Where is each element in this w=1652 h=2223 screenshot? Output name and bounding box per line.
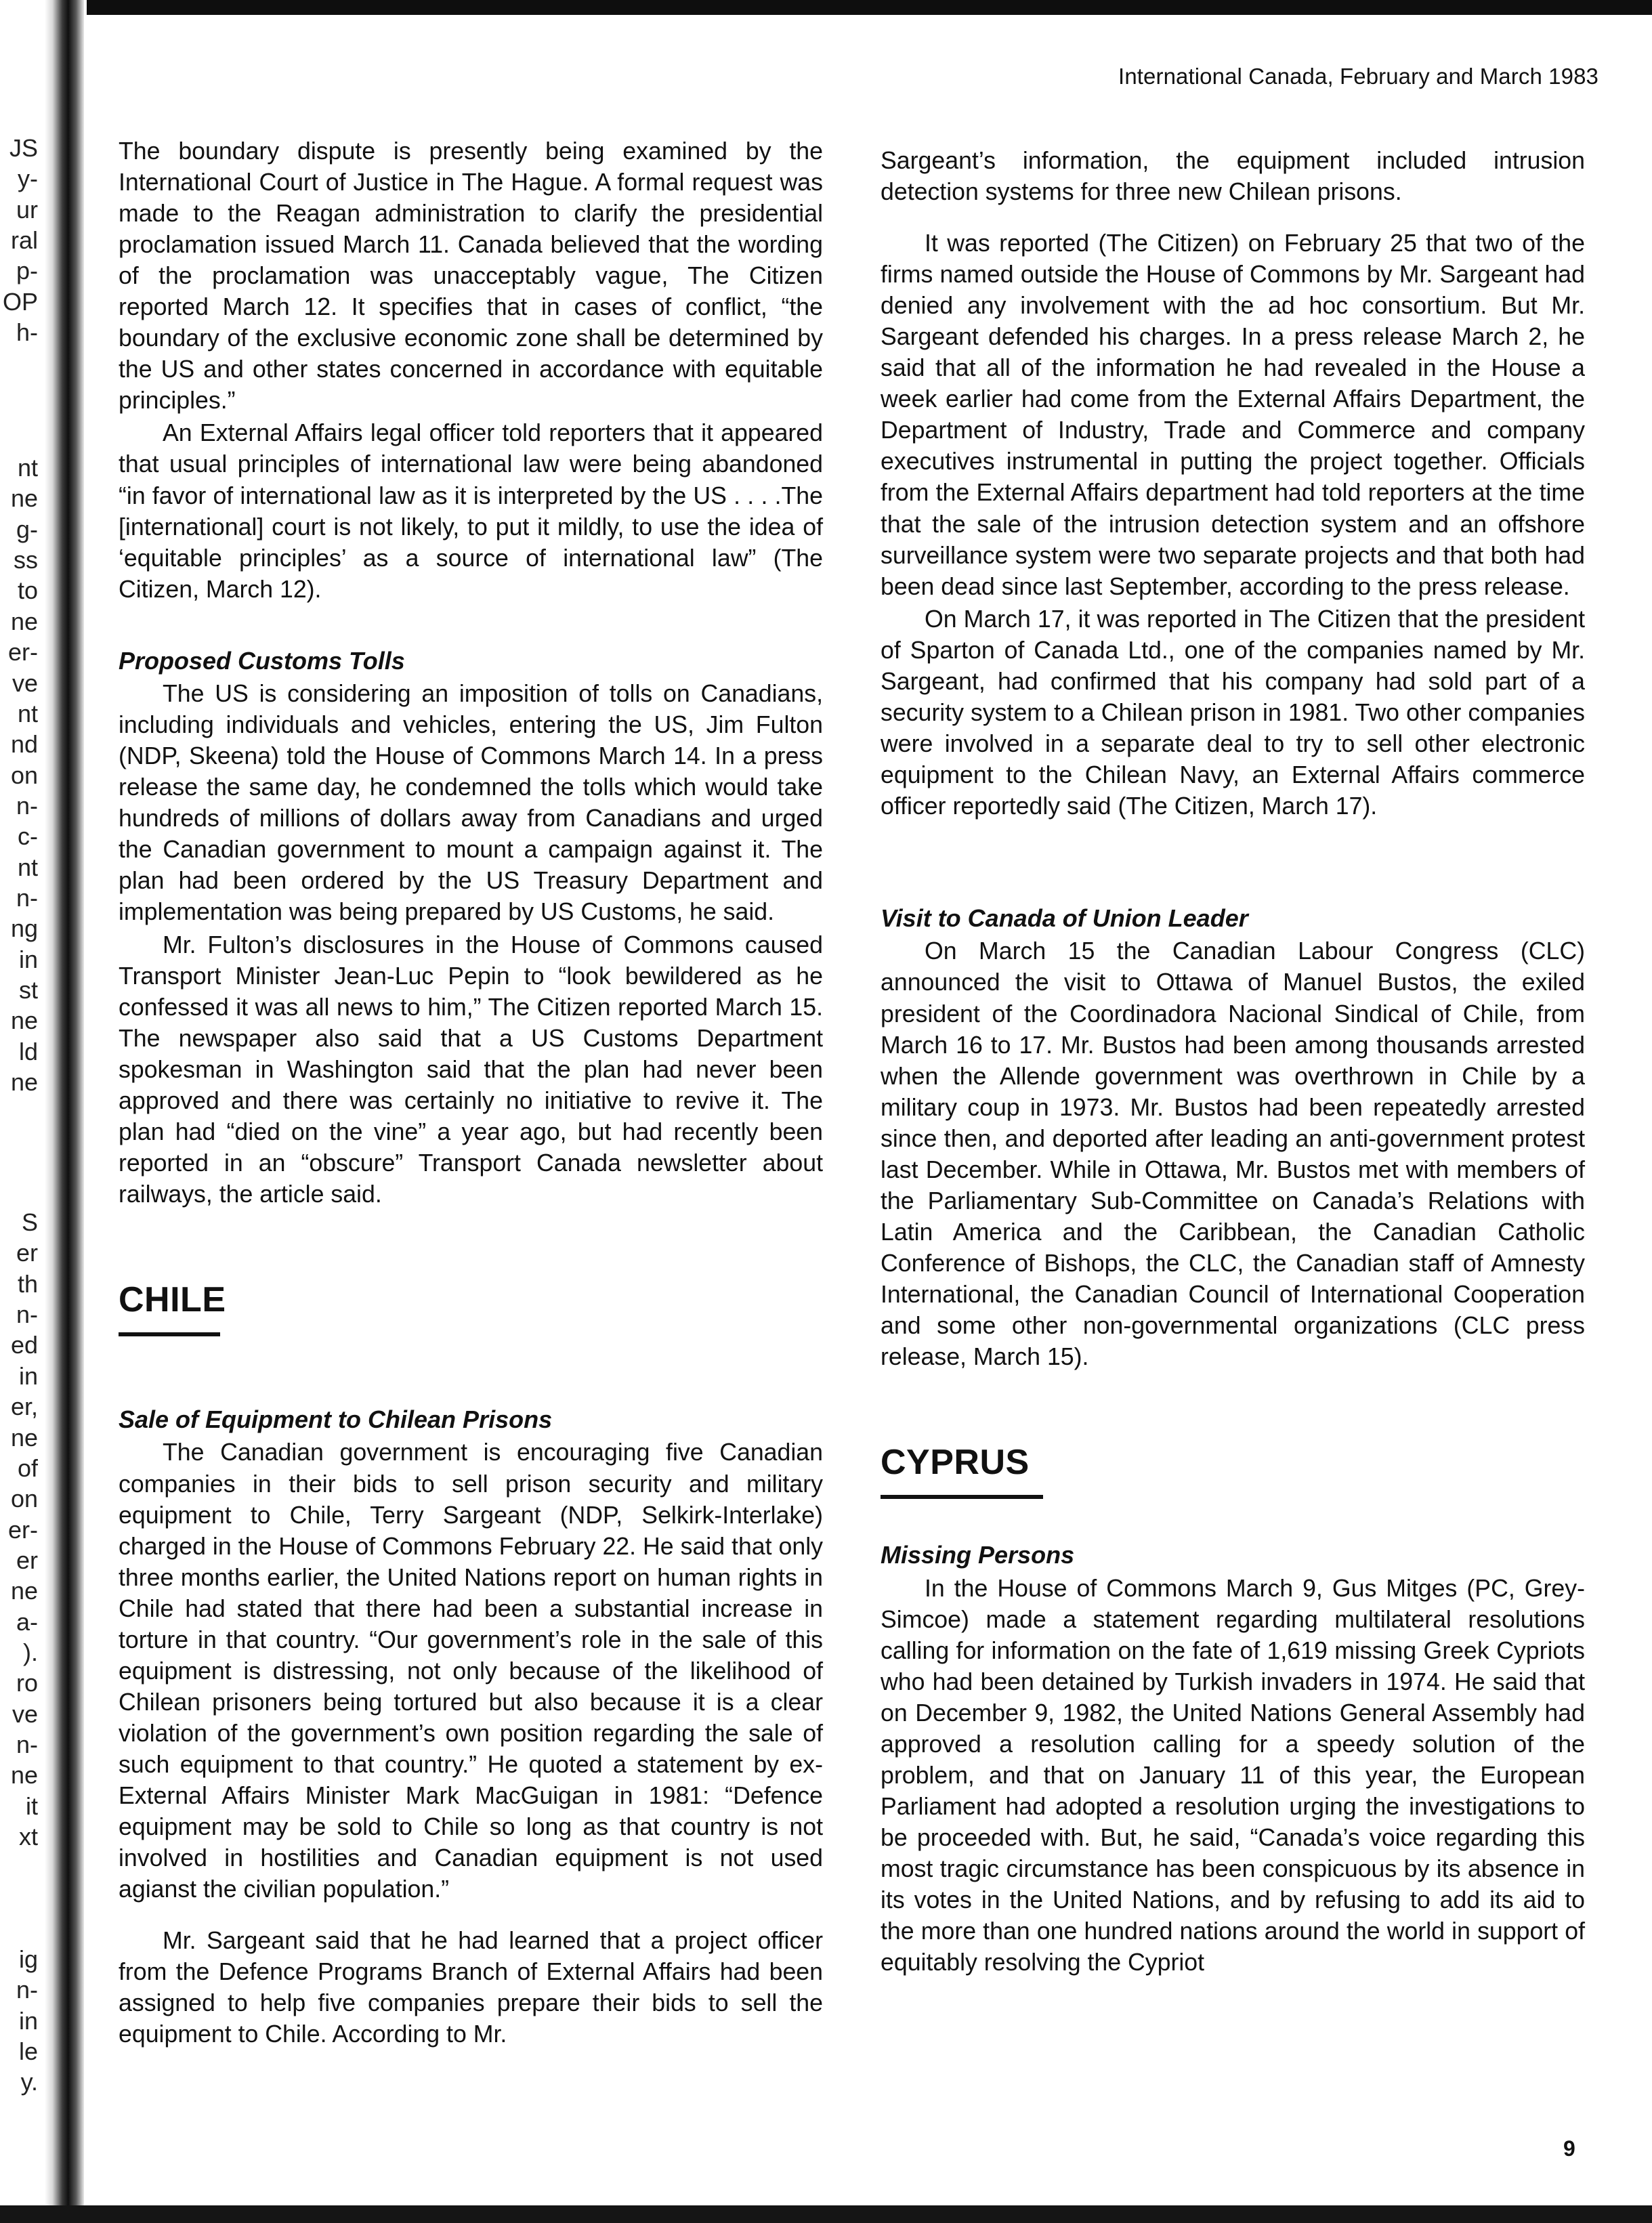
paragraph: The US is considering an imposition of tolls on Canadians, including individuals and vehicles, entering the US, Jim Fulton (NDP, Skeena) told the House of Commons March 14. In a press release the same day, he condemned the tolls which would take hundreds of millions of dollars away from Canadians and urged the Canadian government to mount a campaign against it. The plan had been ordered by the US Treasury Department and implementation was being prepared by US Customs, he said.	[119, 680, 823, 926]
binding-gutter	[0, 0, 87, 2223]
paragraph: Sargeant’s information, the equipment included intrusion detection systems for three new Chilean prisons.	[881, 147, 1585, 206]
running-head: International Canada, February and March 1983	[1118, 64, 1598, 89]
paragraph: On March 15 the Canadian Labour Congress (CLC) announced the visit to Ottawa of Manuel Bustos, the exiled president of the Coordinadora Nacional Sindical of Chile, from March 16 to 17. Mr. Bustos had been among thousands arrested when the Allende government was overthrown in Chile by a military coup in 1973. Mr. Bustos had been repeatedly arrested since then, and deported after leading an anti-government protest last December. While in Ottawa, Mr. Bustos met with members of the Parliamentary Sub-Committee on Canada’s Relations with Latin America and the Caribbean, the Canadian Catholic Conference of Bishops, the CLC, the Canadian staff of Amnesty International, the Canadian Council of International Cooperation and some other non-governmental organizations (CLC press release, March 15).	[881, 937, 1585, 1371]
facing-page-text-fragment: ig n- in le y.	[16, 1945, 38, 2096]
paragraph: The Canadian government is encouraging five Canadian companies in their bids to sell prison security and military equipment to Chile, Terry Sargeant (NDP, Selkirk-Interlake) charged in the House of Commons February 22. He said that only three months earlier, the United Nations report on human rights in Chile had stated that there had been a substantial increase in torture in that country. “Our government’s role in the sale of this equipment is distressing, not only because of the likelihood of Chilean prisoners being tortured but also because it is a clear violation of the government’s own position regarding the sale of such equipment to that country.” He quoted a statement by ex-External Affairs Minister Mark MacGuigan in 1981: “Defence equipment may be sold to Chile so long as that country is not involved in hostilities and Canadian equipment is not used agianst the civilian population.”	[119, 1439, 823, 1903]
paragraph: In the House of Commons March 9, Gus Mitges (PC, Grey-Simcoe) made a statement regarding multilateral resolutions calling for information on the fate of 1,619 missing Greek Cypriots who had been detained by Turkish invaders in 1974. He said that on December 9, 1982, the United Nations General Assembly had approved a resolution calling for a speedy solution of the problem, and that on January 11 of this year, the European Parliament had adopted a resolution urging the investigations to be proceeded with. But, he said, “Canada’s voice regarding this most tragic circumstance has been conspicuous by its absence in its votes in the United Nations, and by refusing to add its aid to the more than one hundred nations around the world in support of equitably resolving the Cypriot	[881, 1574, 1585, 1976]
paragraph: Mr. Sargeant said that he had learned that a project officer from the Defence Programs Branch of External Affairs had been assigned to help five companies prepare their bids to sell the equipment to Chile. According to Mr.	[119, 1927, 823, 2048]
subheading-union-leader: Visit to Canada of Union Leader	[881, 904, 1248, 932]
facing-page-text-fragment: JS y- ur ral p- OP h-	[2, 134, 38, 347]
subheading-missing-persons: Missing Persons	[881, 1541, 1075, 1569]
subheading-customs-tolls: Proposed Customs Tolls	[119, 646, 405, 675]
scan-bottom-edge	[0, 2205, 1652, 2223]
left-column	[119, 135, 823, 2050]
paragraph: On March 17, it was reported in The Citizen that the president of Sparton of Canada Ltd., one of the companies named by Mr. Sargeant, had confirmed that his company had sold part of a security system to a Chilean prison in 1981. Two other companies were involved in a separate deal to try to sell other electronic equipment to the Chilean Navy, an External Affairs commerce officer reportedly said (The Citizen, March 17).	[881, 605, 1585, 820]
section-title-cyprus: CYPRUS	[881, 1440, 1043, 1499]
page-number: 9	[1563, 2136, 1575, 2161]
subheading-chilean-prisons: Sale of Equipment to Chilean Prisons	[119, 1405, 553, 1434]
paragraph: The boundary dispute is presently being examined by the International Court of Justice in The Hague. A formal request was made to the Reagan administration to clarify the presidential proclamation issued March 11. Canada believed that the wording of the proclamation was unacceptably vague, The Citizen reported March 12. It specifies that in cases of conflict, “the boundary of the exclusive economic zone shall be determined by the US and other states concerned in accordance with equitable principles.”	[119, 137, 823, 415]
facing-page-text-fragment: S er th n- ed in er, ne of on er- er ne a- ). ro ve n- ne it xt	[8, 1208, 38, 1851]
paragraph: An External Affairs legal officer told reporters that it appeared that usual principles of international law were being abandoned “in favor of international law as it is interpreted by the US . . . .The [international] court is not likely, to put it mildly, to use the idea of ‘equitable principles’ as a source of international law” (The Citizen, March 12).	[119, 419, 823, 603]
paragraph: It was reported (The Citizen) on February 25 that two of the firms named outside the House of Commons by Mr. Sargeant had denied any involvement with the ad hoc consortium. But Mr. Sargeant defended his charges. In a press release March 2, he said that all of the information he had revealed in the House a week earlier had come from the External Affairs Department, the Department of Industry, Trade and Commerce and company executives instrumental in putting the project together. Officials from the External Affairs department had told reporters at the time that the sale of the intrusion detection system and an offshore surveillance system were two separate projects and that both had been dead since last September, according to the press release.	[881, 230, 1585, 600]
paragraph: Mr. Fulton’s disclosures in the House of Commons caused Transport Minister Jean-Luc Pepin to “look bewildered as he confessed it was all news to him,” The Citizen reported March 15. The newspaper also said that a US Customs Department spokesman in Washington said that the plan had never been approved and there was certainly no initiative to revive it. The plan had “died on the vine” a year ago, but had recently been reported in an “obscure” Transport Canada newsletter about railways, the article said.	[119, 931, 823, 1208]
right-column	[881, 145, 1585, 1978]
scan-top-edge	[0, 0, 1652, 15]
section-title-chile: CHILE	[119, 1277, 220, 1336]
binding-spine	[45, 0, 84, 2223]
facing-page-text-fragment: nt ne g- ss to ne er- ve nt nd on n- c- nt n- ng in st ne ld ne	[8, 454, 38, 1097]
